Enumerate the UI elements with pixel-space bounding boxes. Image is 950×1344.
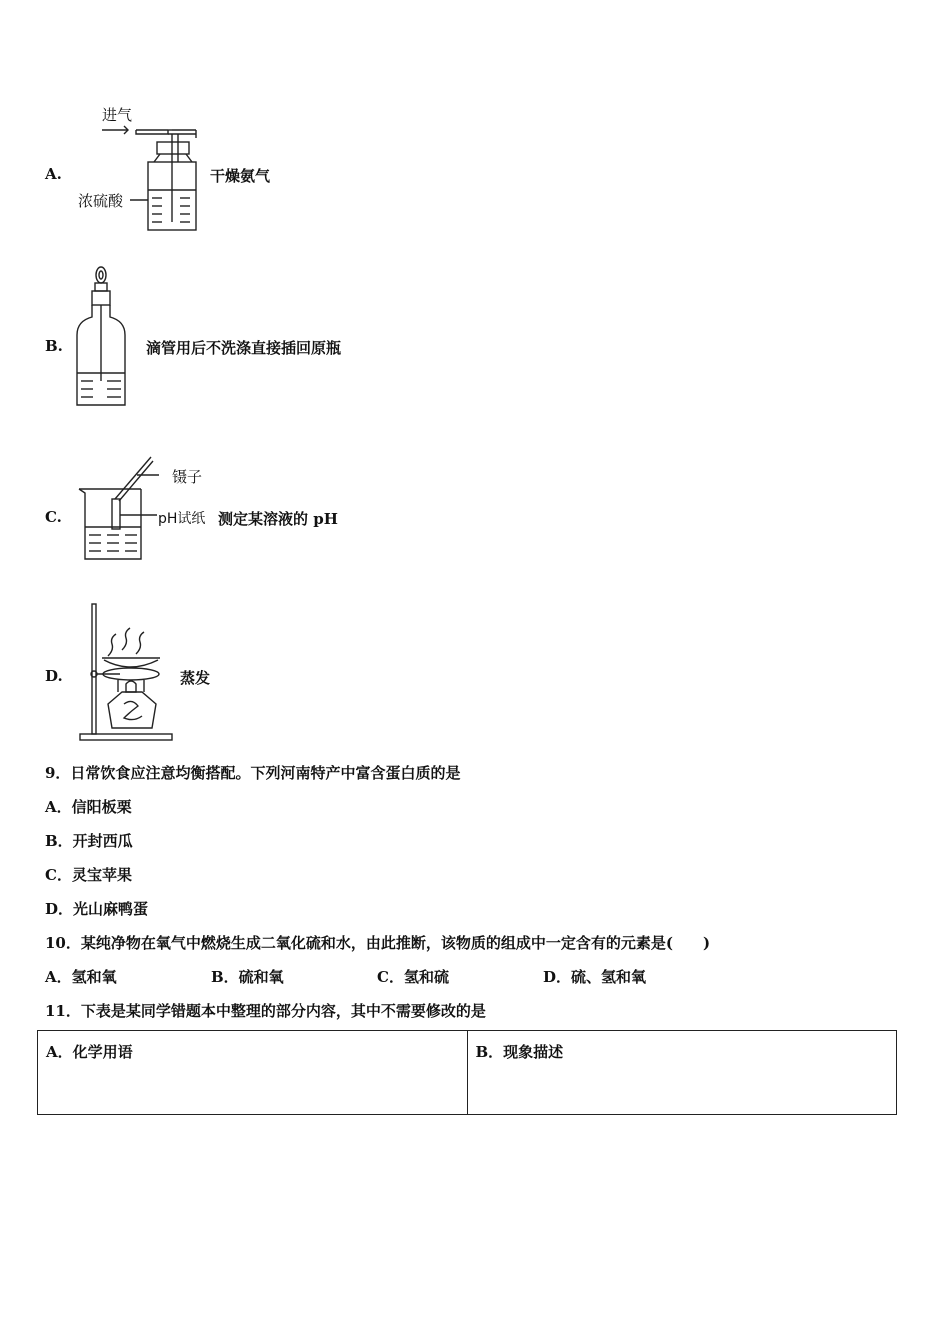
q10-option-d: D．硫、氢和氧 xyxy=(543,968,647,986)
q9-option-c: C．灵宝苹果 xyxy=(45,866,132,884)
q11-stem: 11．下表是某同学错题本中整理的部分内容，其中不需要修改的是 xyxy=(45,1002,486,1020)
conc-sulfuric-acid-label: 浓硫酸 xyxy=(78,192,124,210)
gas-inlet-label: 进气 xyxy=(102,106,133,124)
option-c-label: C. xyxy=(45,508,62,526)
option-b-label: B. xyxy=(45,337,63,355)
q9-stem: 9．日常饮食应注意均衡搭配。下列河南特产中富含蛋白质的是 xyxy=(45,764,461,782)
gas-washing-bottle-figure xyxy=(100,120,210,240)
option-c-text: 测定某溶液的 pH xyxy=(218,510,338,528)
q10-option-b: B．硫和氧 xyxy=(211,968,284,986)
q11-table-header-b: B．现象描述 xyxy=(467,1031,897,1115)
dropper-bottle-figure xyxy=(75,265,135,410)
tweezers-label: 镊子 xyxy=(172,468,203,486)
option-a-text: 干燥氨气 xyxy=(210,167,271,185)
q11-table-header-a: A．化学用语 xyxy=(38,1031,468,1115)
q10-stem: 10．某纯净物在氧气中燃烧生成二氧化硫和水，由此推断，该物质的组成中一定含有的元素是( ) xyxy=(45,934,711,952)
option-d-label: D. xyxy=(45,667,63,685)
evaporation-apparatus-figure xyxy=(78,600,178,745)
option-d-text: 蒸发 xyxy=(180,669,211,687)
q9-option-a: A．信阳板栗 xyxy=(45,798,132,816)
q10-option-a: A．氢和氧 xyxy=(45,968,117,986)
q9-option-b: B．开封西瓜 xyxy=(45,832,133,850)
q10-option-c: C．氢和硫 xyxy=(377,968,449,986)
q11-table xyxy=(37,1030,897,1115)
option-b-text: 滴管用后不洗涤直接插回原瓶 xyxy=(146,339,342,357)
ph-paper-label: pH试纸 xyxy=(158,511,206,527)
q9-option-d: D．光山麻鸭蛋 xyxy=(45,900,149,918)
option-a-label: A. xyxy=(45,165,62,183)
